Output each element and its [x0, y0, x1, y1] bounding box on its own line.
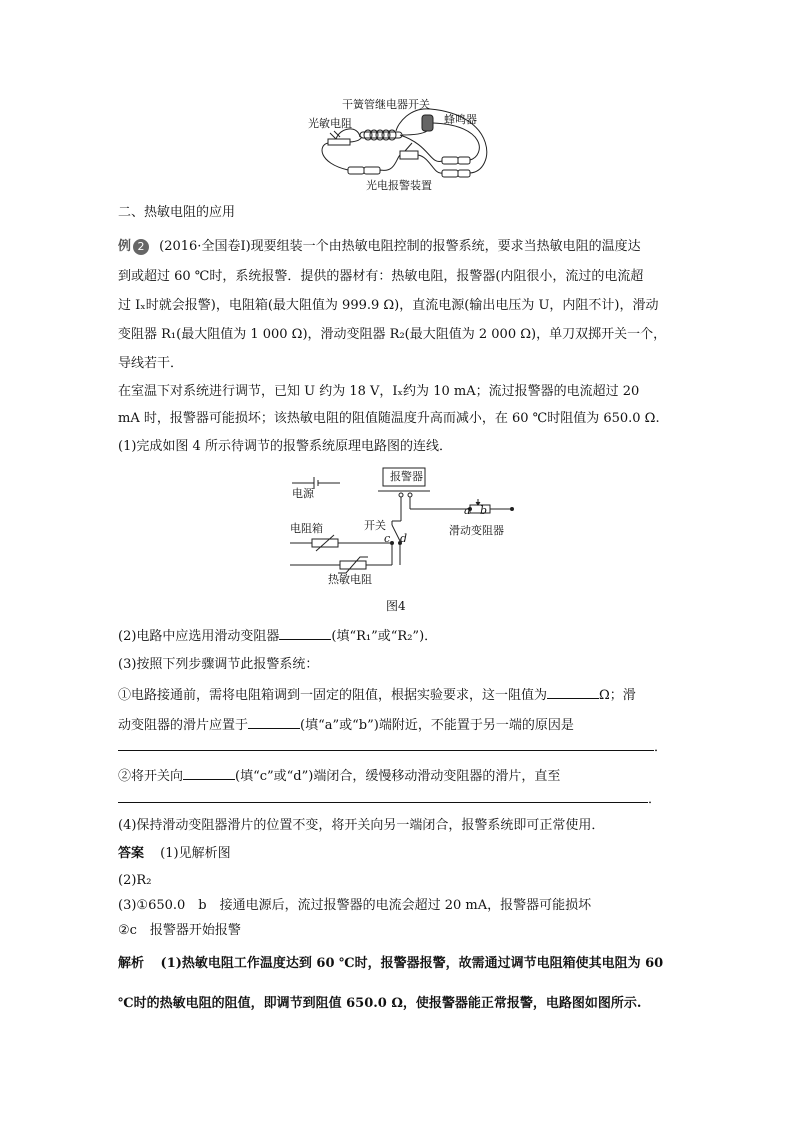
step-1-line-2 — [118, 716, 574, 735]
question-1: (1)完成如图 4 所示待调节的报警系统原理电路图的连线． — [118, 439, 452, 454]
question-4: (4)保持滑动变阻器滑片的位置不变，将开关向另一端闭合，报警系统即可正常使用． — [118, 818, 605, 833]
answer-1: (1)见解析图 — [160, 846, 231, 861]
fig4-label-thermistor: 热敏电阻 — [328, 573, 372, 586]
step-1-text-a: ①电路接通前，需将电阻箱调到一固定的阻值，根据实验要求，这一阻值为 — [118, 688, 548, 703]
step-1-text-d: (填“a”或“b”)端附近，不能置于另一端的原因是 — [300, 718, 574, 733]
answer-line-1 — [118, 845, 231, 863]
analysis-line-2: ℃时的热敏电阻的阻值，即调节到阻值 650.0 Ω，使报警器能正常报警，电路图如图所示. — [118, 996, 642, 1011]
answer-label: 答案 — [118, 846, 145, 861]
analysis-text-1: (1)热敏电阻工作温度达到 60 ℃时，报警器报警，故需通过调节电阻箱使其电阻为 60 — [160, 956, 664, 971]
analysis-label: 解析 — [118, 956, 145, 971]
step-2-text-b: (填“c”或“d”)端闭合，缓慢移动滑动变阻器的滑片，直至 — [235, 769, 561, 784]
switch-blade — [392, 525, 400, 541]
label-reed-relay: 干簧管继电器开关 — [342, 98, 430, 111]
example-line-4: 变阻器 R₁(最大阻值为 1 000 Ω)，滑动变阻器 R₂(最大阻值为 2 000 Ω)，单刀双掷开关一个， — [118, 327, 667, 342]
fig4-label-switch: 开关 — [364, 519, 386, 532]
example-text-1: (2016·全国卷Ⅰ)现要组装一个由热敏电阻控制的报警系统，要求当热敏电阻的温度达 — [159, 239, 641, 254]
step-1-line-1 — [118, 686, 636, 705]
label-photoresistor: 光敏电阻 — [308, 117, 352, 130]
step-1-text-b: Ω；滑 — [599, 688, 636, 703]
step-2-text-a: ②将开关向 — [118, 769, 184, 784]
answer-blank-switch-side[interactable] — [183, 767, 235, 780]
step-1-end: ． — [654, 740, 668, 755]
step-1-text-c: 动变阻器的滑片应置于 — [118, 718, 249, 733]
answer-4: ②c 报警器开始报警 — [118, 923, 241, 938]
example-number-badge: 2 — [133, 239, 149, 255]
step-2-end: ． — [648, 792, 662, 807]
fig4-label-resistor-box: 电阻箱 — [290, 522, 323, 535]
photoresistor — [328, 139, 350, 145]
example-line-7: mA 时，报警器可能损坏；该热敏电阻的阻值随温度升高而减小，在 60 ℃时阻值为 650.0 Ω. — [118, 411, 660, 426]
fig4-label-a: a — [464, 504, 471, 517]
example-line-5: 导线若干． — [118, 356, 184, 371]
fig4-label-rheostat: 滑动变阻器 — [449, 524, 504, 537]
question-2-hint: (填“R₁”或“R₂”)． — [331, 629, 438, 644]
step-2-line-2 — [118, 790, 661, 809]
example-line-3: 过 Iₓ时就会报警)，电阻箱(最大阻值为 999.9 Ω)，直流电源(输出电压为 U，内阻不计)，滑动 — [118, 298, 659, 313]
example-line-1 — [118, 238, 641, 256]
question-2 — [118, 627, 437, 646]
answer-blank-rheostat[interactable] — [279, 627, 331, 640]
label-buzzer: 蜂鸣器 — [444, 113, 477, 126]
analysis-line-1 — [118, 955, 663, 973]
figure-top-caption: 光电报警装置 — [366, 179, 432, 192]
question-2-text: (2)电路中应选用滑动变阻器 — [118, 629, 280, 644]
example-line-6: 在室温下对系统进行调节，已知 U 约为 18 V，Iₓ约为 10 mA；流过报警器的电流超过 20 — [118, 384, 640, 399]
fig4-label-d: d — [400, 532, 408, 545]
step-2-line-1 — [118, 767, 560, 786]
fig4-caption: 图4 — [386, 599, 406, 613]
question-3: (3)按照下列步骤调节此报警系统： — [118, 657, 319, 672]
answer-blank-reason[interactable] — [118, 738, 654, 751]
fig4-label-alarm: 报警器 — [390, 470, 423, 483]
section-title: 二、热敏电阻的应用 — [118, 205, 236, 220]
step-1-line-3 — [118, 738, 667, 757]
fig4-label-power: 电源 — [292, 487, 314, 500]
batteries — [348, 157, 470, 177]
answer-2: (2)R₂ — [118, 873, 152, 888]
answer-blank-resistance[interactable] — [547, 686, 599, 699]
buzzer — [422, 115, 433, 131]
example-tag: 例 — [118, 239, 132, 254]
answer-3: (3)①650.0 b 接通电源后，流过报警器的电流会超过 20 mA，报警器可能损坏 — [118, 898, 592, 913]
answer-blank-until[interactable] — [118, 790, 648, 803]
example-line-2: 到或超过 60 ℃时，系统报警．提供的器材有：热敏电阻，报警器(内阻很小，流过的电流超 — [118, 269, 644, 284]
fig4-label-c: c — [384, 532, 391, 545]
fig4-label-b: b — [480, 504, 488, 517]
answer-blank-slider-end[interactable] — [248, 716, 300, 729]
